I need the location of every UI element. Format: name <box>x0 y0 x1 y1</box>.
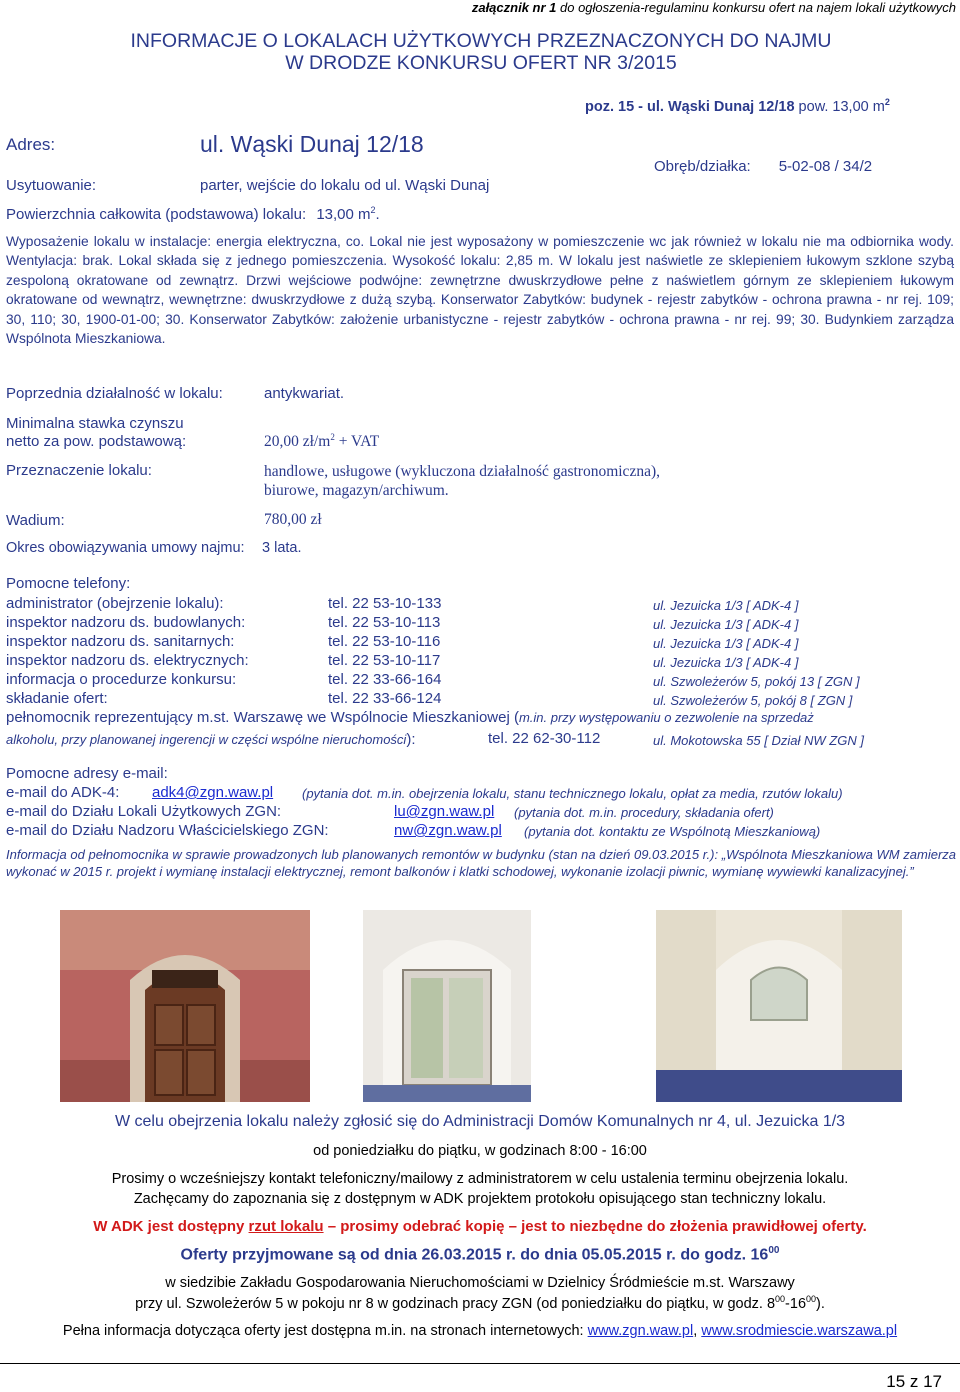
purpose-line-2: biurowe, magazyn/archiwum. <box>264 482 449 499</box>
link-separator: , <box>693 1323 702 1339</box>
phones-title: Pomocne telefony: <box>6 575 131 592</box>
previous-activity-value: antykwariat. <box>264 385 345 402</box>
location-label: Usytuowanie: <box>6 177 97 194</box>
email-label: e-mail do ADK-4: <box>6 784 120 801</box>
office-seat-1: w siedzibie Zakładu Gospodarowania Nieruchomościami w Dzielnicy Śródmieście m.st. Warszawy <box>165 1275 795 1291</box>
proxy-tail: ): <box>406 731 416 748</box>
plot-info <box>654 158 872 175</box>
visit-instructions: W celu obejrzenia lokalu należy zgłosić się do Administracji Domów Komunalnych nr 4, ul. Jezuicka 1/3 <box>114 1113 846 1130</box>
position-number: poz. 15 - <box>585 98 648 115</box>
phone-number[interactable]: tel. 22 33-66-124 <box>328 690 442 707</box>
photo-interior-window <box>656 910 902 1102</box>
office-seat-text: przy ul. Szwoleżerów 5 w pokoju nr 8 w godzinach pracy ZGN (od poniedziałku do piątku, w godz. 8 <box>135 1295 776 1312</box>
plot-label: Obręb/działka: <box>654 158 751 175</box>
attachment-text: do ogłoszenia-regulaminu konkursu ofert na najem lokali użytkowych <box>556 0 956 15</box>
email-link[interactable]: nw@zgn.waw.pl <box>394 822 502 839</box>
contact-note-1: Prosimy o wcześniejszy kontakt telefoniczny/mailowy z administratorem w celu ustalenia terminu obejrzenia lokalu. <box>111 1171 849 1187</box>
floor-plan-note <box>0 1218 960 1235</box>
rent-tail: + VAT <box>334 433 380 451</box>
email-note: (pytania dot. m.in. procedury, składania ofert) <box>514 805 774 820</box>
photo-interior-door <box>363 910 531 1102</box>
emails-title: Pomocne adresy e-mail: <box>6 765 168 782</box>
purpose-label: Przeznaczenie lokalu: <box>6 462 152 479</box>
previous-activity-label: Poprzednia działalność w lokalu: <box>6 385 223 402</box>
offer-dates-sup: 00 <box>768 1245 780 1256</box>
email-label: e-mail do Działu Nadzoru Właścicielskiego ZGN: <box>6 822 329 839</box>
email-link[interactable]: lu@zgn.waw.pl <box>394 803 495 820</box>
rent-sup: 2 <box>330 432 335 442</box>
phone-role: składanie ofert: <box>6 690 108 707</box>
location-value: parter, wejście do lokalu od ul. Wąski Dunaj <box>200 177 490 194</box>
rent-label-line-1: Minimalna stawka czynszu <box>6 415 184 432</box>
purpose-value <box>264 462 660 500</box>
proxy-italic-2: alkoholu, przy planowanej ingerencji w części wspólne nieruchomości <box>6 732 407 747</box>
area-end: . <box>375 206 380 223</box>
phone-number[interactable]: tel. 22 53-10-116 <box>328 633 441 650</box>
photo-entrance-door <box>60 910 310 1102</box>
office-seat-sup-2: 00 <box>806 1294 817 1304</box>
area-sup: 2 <box>370 205 376 215</box>
area-value: 13,00 m <box>316 206 371 223</box>
phone-address: ul. Jezuicka 1/3 [ ADK-4 ] <box>653 636 799 651</box>
position-area: pow. 13,00 m <box>794 98 885 115</box>
office-seat-2 <box>0 1294 960 1312</box>
phone-number[interactable]: tel. 22 33-66-164 <box>328 671 442 688</box>
proxy-text: pełnomocnik reprezentujący m.st. Warszawę we Wspólnocie Mieszkaniowej ( <box>6 709 519 726</box>
premises-description: Wyposażenie lokalu w instalacje: energia elektryczna, co. Lokal nie jest wyposażony w pomieszczenie wc jak również w lokalu nie ma odbiornika wody. Wentylacja: brak. Lokal składa się z jednego pomieszczenia. Wysokość lokalu: 2,85 m. W lokalu jest naświetle ze sklepieniem łukowym szklone szybą zespoloną okratowane od zewnątrz. Drzwi wejściowe podwójne: zewnętrzne dwuskrzydłowe pełne z naświetlem górnym ze sklepieniem łukowym okratowane od wewnątrz, wewnętrzne: dwuskrzydłowe z dużą szybą. Konserwator Zabytków: budynek - rejestr zabytków - ochrona prawna - nr rej. 109; 30, 110; 30, 1900-01-00; 30. Konserwator Zabytków: założenie urbanistyczne - rejestr zabytków - ochrona prawna - nr rej. 99; 30. Budynkiem zarządza Wspólnota Mieszkaniowa. <box>6 234 954 347</box>
title-line-1: INFORMACJE O LOKALACH UŻYTKOWYCH PRZEZNACZONYCH DO NAJMU <box>130 30 832 52</box>
contact-note-2: Zachęcamy do zapoznania się z dostępnym w ADK projektem protokołu opisującego stan techniczny lokalu. <box>133 1191 827 1207</box>
phone-address: ul. Szwoleżerów 5, pokój 13 [ ZGN ] <box>653 674 860 689</box>
rent-value <box>264 432 379 451</box>
wadium-value: 780,00 zł <box>264 511 322 528</box>
full-info-text: Pełna informacja dotycząca oferty jest dostępna m.in. na stronach internetowych: <box>62 1323 588 1339</box>
phone-address: ul. Jezuicka 1/3 [ ADK-4 ] <box>653 655 799 670</box>
zgn-website-link[interactable]: www.zgn.waw.pl <box>587 1323 694 1339</box>
phone-role: inspektor nadzoru ds. sanitarnych: <box>6 633 235 650</box>
email-note: (pytania dot. m.in. obejrzenia lokalu, stanu technicznego lokalu, opłat za media, rzutów lokalu) <box>302 786 843 801</box>
phone-address: ul. Jezuicka 1/3 [ ADK-4 ] <box>653 617 799 632</box>
contract-period-label: Okres obowiązywania umowy najmu: <box>6 540 245 556</box>
office-seat-sup-1: 00 <box>775 1294 786 1304</box>
proxy-italic: m.in. przy występowaniu o zezwolenie na sprzedaż <box>518 710 814 725</box>
position-address: ul. Wąski Dunaj 12/18 <box>647 98 795 115</box>
phone-role: inspektor nadzoru ds. elektrycznych: <box>6 652 249 669</box>
footer-divider <box>0 1363 960 1364</box>
rent-label <box>6 415 186 451</box>
rent-label-line-2: netto za pow. podstawową: <box>6 433 187 450</box>
offer-dates-text: Oferty przyjmowane są od dnia 26.03.2015 r. do dnia 05.05.2015 r. do godz. 16 <box>180 1246 769 1264</box>
floor-plan-text-a: W ADK jest dostępny <box>93 1218 249 1235</box>
renovation-note: Informacja od pełnomocnika w sprawie prowadzonych lub planowanych remontów w budynku (stan na dzień 09.03.2015 r.): „Wspólnota Mieszkaniowa WM zamierza wykonać w 2015 r. projekt i wymianę instalacji elektrycznej, remont balkonów i klatki schodowej, wykonanie izolacji piwnic, wymianę wywiewki kanalizacyjnej.” <box>6 847 956 879</box>
phone-role: informacja o procedurze konkursu: <box>6 671 237 688</box>
purpose-line-1: handlowe, usługowe (wykluczona działalność gastronomiczna), <box>264 463 660 480</box>
offer-dates <box>0 1245 960 1264</box>
address-label: Adres: <box>6 135 56 154</box>
plot-value: 5-02-08 / 34/2 <box>778 158 873 175</box>
phone-address: ul. Szwoleżerów 5, pokój 8 [ ZGN ] <box>653 693 853 708</box>
address-value: ul. Wąski Dunaj 12/18 <box>200 131 424 157</box>
phone-number[interactable]: tel. 22 53-10-113 <box>328 614 441 631</box>
srodmiescie-website-link[interactable]: www.srodmiescie.warszawa.pl <box>701 1323 898 1339</box>
email-label: e-mail do Działu Lokali Użytkowych ZGN: <box>6 803 282 820</box>
proxy-address: ul. Mokotowska 55 [ Dział NW ZGN ] <box>653 733 864 748</box>
area-line <box>6 205 380 223</box>
attachment-label: załącznik nr 1 <box>471 0 557 15</box>
phone-role: inspektor nadzoru ds. budowlanych: <box>6 614 246 631</box>
office-hours: od poniedziałku do piątku, w godzinach 8:00 - 16:00 <box>313 1143 647 1159</box>
office-seat-end: ). <box>816 1295 825 1312</box>
phone-number[interactable]: tel. 22 53-10-133 <box>328 595 442 612</box>
page-title <box>112 30 850 74</box>
phone-address: ul. Jezuicka 1/3 [ ADK-4 ] <box>653 598 799 613</box>
full-info-line <box>0 1323 960 1339</box>
attachment-note <box>472 0 956 15</box>
proxy-line-1 <box>6 709 814 726</box>
email-link[interactable]: adk4@zgn.waw.pl <box>152 784 274 801</box>
floor-plan-text-b: – prosimy odebrać kopię – jest to niezbędne do złożenia prawidłowej oferty. <box>323 1218 867 1235</box>
proxy-tel[interactable]: tel. 22 62-30-112 <box>488 730 601 747</box>
office-seat-mid: -16 <box>785 1295 807 1312</box>
floor-plan-link[interactable]: rzut lokalu <box>248 1218 324 1235</box>
position-area-sup: 2 <box>884 97 890 107</box>
position-header <box>585 97 890 115</box>
contract-period-value: 3 lata. <box>262 540 302 556</box>
page-number: 15 z 17 <box>886 1372 942 1391</box>
email-note: (pytania dot. kontaktu ze Wspólnotą Mieszkaniową) <box>524 824 821 839</box>
wadium-label: Wadium: <box>6 512 65 529</box>
rent-amount: 20,00 zł/m <box>264 433 331 451</box>
phone-number[interactable]: tel. 22 53-10-117 <box>328 652 441 669</box>
proxy-line-2 <box>6 731 416 748</box>
area-label: Powierzchnia całkowita (podstawowa) lokalu: <box>6 206 307 223</box>
title-line-2: W DRODZE KONKURSU OFERT NR 3/2015 <box>285 52 677 74</box>
phone-role: administrator (obejrzenie lokalu): <box>6 595 224 612</box>
